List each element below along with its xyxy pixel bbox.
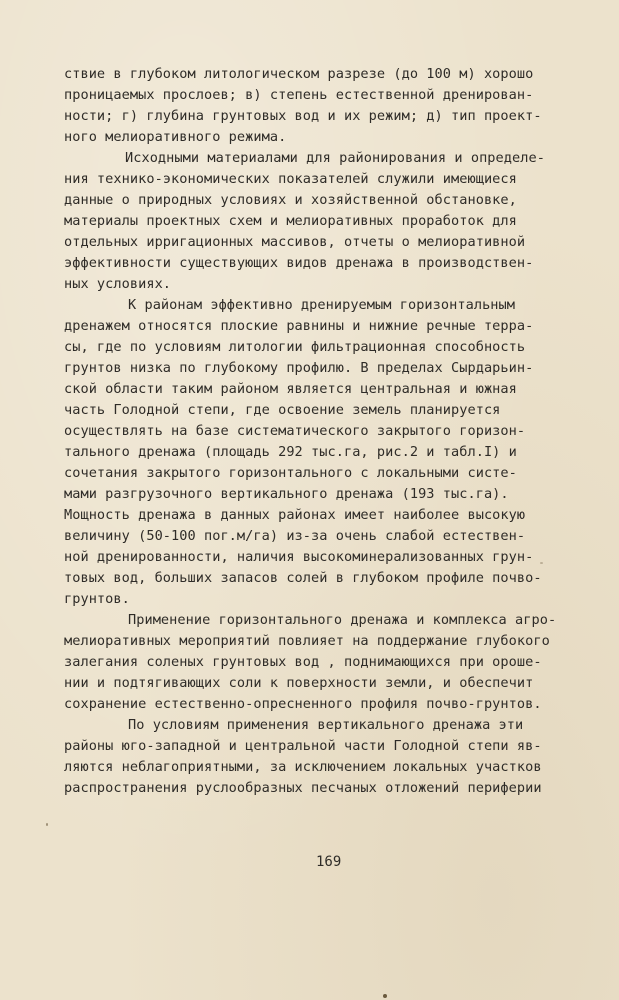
text-line: ствие в глубоком литологическом разрезе (до 100 м) хорошо [64, 66, 534, 82]
text-line: грунтов низка по глубокому профилю. В пределах Сырдарьин- [64, 360, 534, 376]
text-line: ного мелиоративного режима. [64, 129, 287, 145]
text-line: ных условиях. [64, 276, 172, 292]
text-line: эффективности существующих видов дренажа в производствен- [64, 255, 534, 271]
text-line: К районам эффективно дренируемым горизонтальным [128, 297, 516, 313]
paper-speck [540, 562, 543, 564]
text-line: дренажем относятся плоские равнины и нижние речные терра- [64, 318, 534, 334]
paper-speck [46, 823, 48, 826]
text-line: грунтов. [64, 591, 130, 607]
text-line: распространения руслообразных песчаных отложений периферии [64, 780, 542, 796]
text-line: ской области таким районом является центральная и южная [64, 381, 517, 397]
text-line: мами разгрузочного вертикального дренажа (193 тыс.га). [64, 486, 509, 502]
text-line: часть Голодной степи, где освоение земель планируется [64, 402, 501, 418]
text-line: сочетания закрытого горизонтального с локальными систе- [64, 465, 517, 481]
text-line: проницаемых прослоев; в) степень естественной дренирован- [64, 87, 534, 103]
text-line: ния технико-экономических показателей служили имеющиеся [64, 171, 517, 187]
text-line: районы юго-западной и центральной части Голодной степи яв- [64, 738, 542, 754]
text-line: сохранение естественно-опресненного профиля почво-грунтов. [64, 696, 542, 712]
text-line: ляются неблагоприятными, за исключением локальных участков [64, 759, 542, 775]
text-line: материалы проектных схем и мелиоративных проработок для [64, 213, 517, 229]
text-line: ной дренированности, наличия высокоминерализованных грун- [64, 549, 534, 565]
text-line: По условиям применения вертикального дренажа эти [128, 717, 524, 733]
text-line: Применение горизонтального дренажа и комплекса агро- [128, 612, 557, 628]
text-line: осуществлять на базе систематического закрытого горизон- [64, 423, 526, 439]
page-number: 169 [316, 854, 342, 870]
text-line: Исходными материалами для районирования и определе- [125, 150, 545, 166]
text-line: тального дренажа (площадь 292 тыс.га, рис.2 и табл.I) и [64, 444, 517, 460]
text-line: нии и подтягивающих соли к поверхности земли, и обеспечит [64, 675, 534, 691]
text-line: величину (50-100 пог.м/га) из-за очень слабой естествен- [64, 528, 526, 544]
text-line: ности; г) глубина грунтовых вод и их режим; д) тип проект- [64, 108, 542, 124]
text-line: отдельных ирригационных массивов, отчеты о мелиоративной [64, 234, 526, 250]
text-line: сы, где по условиям литологии фильтрационная способность [64, 339, 526, 355]
text-line: данные о природных условиях и хозяйственной обстановке, [64, 192, 517, 208]
text-line: Мощность дренажа в данных районах имеет наиболее высокую [64, 507, 526, 523]
text-line: товых вод, больших запасов солей в глубоком профиле почво- [64, 570, 542, 586]
text-line: мелиоративных мероприятий повлияет на поддержание глубокого [64, 633, 550, 649]
paper-speck [383, 994, 387, 998]
text-line: залегания соленых грунтовых вод , поднимающихся при ороше- [64, 654, 542, 670]
